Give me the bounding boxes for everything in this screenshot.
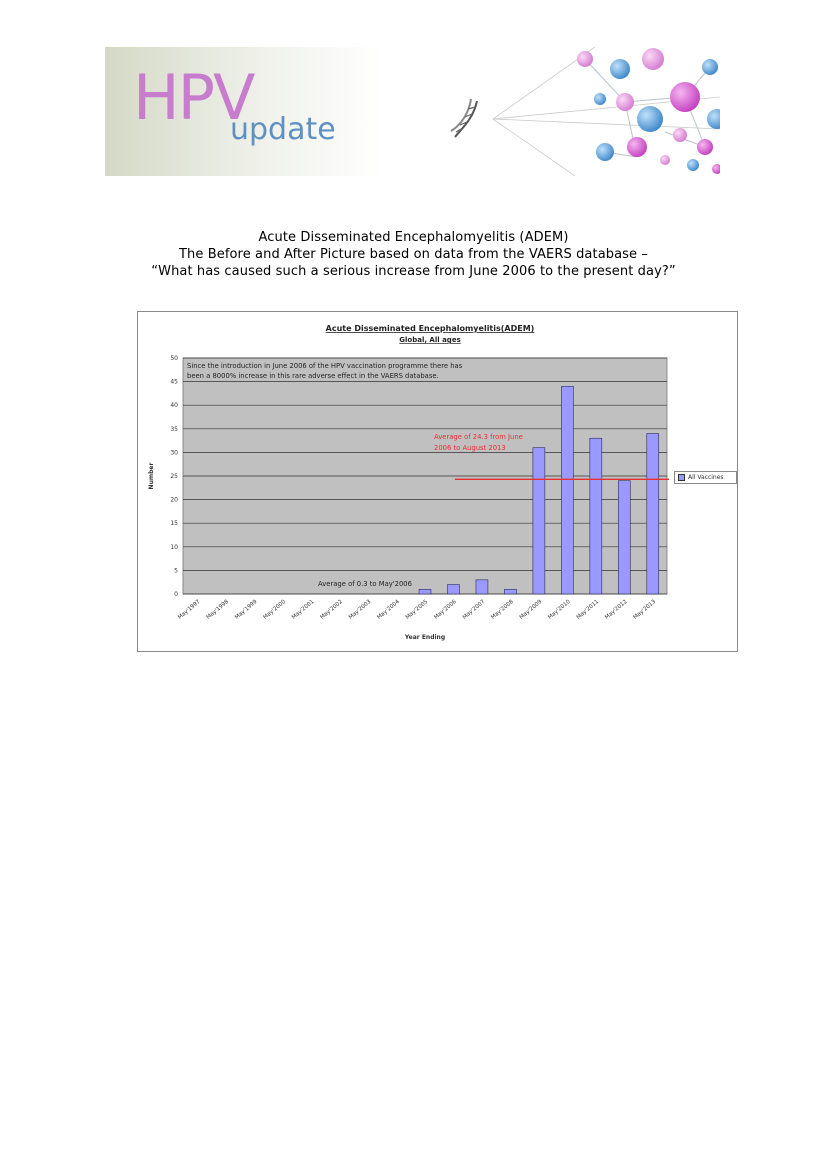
chart-subtitle: Global, All ages [399, 336, 461, 344]
y-tick-label: 20 [170, 496, 178, 504]
x-tick-label: May'2001 [290, 598, 316, 621]
hpv-update-logo [133, 61, 353, 167]
x-tick-label: May'2007 [461, 598, 487, 621]
bar [419, 589, 431, 594]
chart-legend [674, 471, 737, 484]
x-tick-label: May'2009 [518, 598, 544, 621]
y-tick-label: 0 [174, 591, 178, 598]
y-tick-label: 15 [170, 520, 178, 528]
y-tick-label: 50 [170, 355, 178, 362]
logo-word: update [230, 112, 336, 147]
heading-line-2: The Before and After Picture based on data from the VAERS database – [179, 247, 648, 262]
annotation-average-before: Average of 0.3 to May'2006 [318, 580, 412, 588]
chart-frame [137, 311, 738, 652]
bar [504, 589, 516, 594]
annotation-note-line-2: been a 8000% increase in this rare adverse effect in the VAERS database. [187, 372, 439, 380]
bar [618, 481, 630, 594]
x-tick-label: May'2003 [347, 598, 373, 621]
y-tick-label: 30 [170, 449, 178, 457]
x-tick-label: May'2002 [319, 598, 344, 621]
y-tick-label: 5 [174, 567, 178, 575]
bar [590, 438, 602, 594]
x-tick-label: May'1997 [177, 598, 202, 621]
y-tick-label: 10 [170, 543, 178, 551]
legend-swatch [678, 474, 685, 481]
dna-icon [447, 97, 483, 141]
annotation-average-after-line-1: Average of 24.3 from June [434, 433, 523, 441]
bar [476, 580, 488, 594]
bar-chart [138, 312, 739, 653]
y-tick-label: 45 [170, 378, 178, 386]
legend-label: All Vaccines [688, 474, 724, 481]
x-axis-label: Year Ending [404, 634, 446, 641]
x-tick-label: May'2010 [547, 598, 572, 621]
logo-letters: HPV [133, 61, 254, 134]
x-tick-label: May'2006 [433, 598, 458, 621]
x-tick-label: May'2012 [604, 598, 629, 621]
x-tick-label: May'2005 [404, 598, 430, 621]
x-tick-label: May'2000 [262, 598, 287, 621]
x-tick-label: May'2004 [376, 598, 401, 621]
bar [533, 448, 545, 594]
x-tick-label: May'2008 [490, 598, 515, 621]
page-heading [130, 229, 697, 280]
y-tick-label: 25 [170, 473, 178, 480]
bar [447, 585, 459, 594]
y-tick-label: 35 [170, 425, 178, 433]
x-tick-label: May'2011 [575, 598, 601, 621]
heading-line-3: “What has caused such a serious increase from June 2006 to the present day?” [151, 264, 676, 279]
y-axis-label: Number [148, 462, 155, 490]
x-tick-label: May'1998 [205, 598, 230, 621]
bar [561, 386, 573, 594]
bar [647, 434, 659, 594]
x-tick-label: May'1999 [234, 598, 259, 621]
y-tick-label: 40 [170, 402, 178, 410]
header-banner [105, 47, 720, 176]
annotation-note-line-1: Since the introduction in June 2006 of the HPV vaccination programme there has [187, 362, 463, 370]
x-tick-label: May'2013 [632, 598, 658, 621]
chart-title: Acute Disseminated Encephalomyelitis(ADEM) [325, 324, 535, 333]
annotation-average-after-line-2: 2006 to August 2013 [434, 444, 506, 452]
heading-line-1: Acute Disseminated Encephalomyelitis (ADEM) [258, 230, 569, 245]
